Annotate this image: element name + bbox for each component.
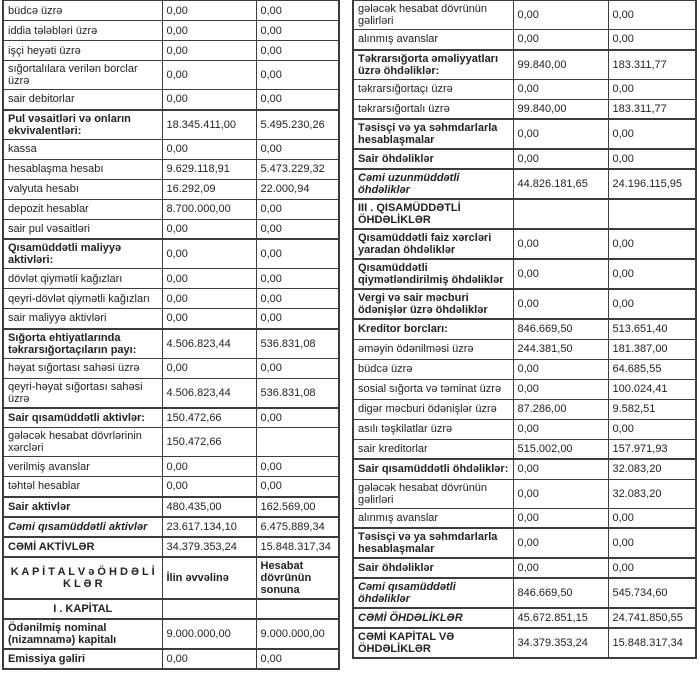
row-value-end: 5.495.230,26 (256, 110, 339, 140)
row-label: CƏMİ KAPİTAL VƏ ÖHDƏLİKLƏR (353, 628, 513, 658)
row-label: gələcək hesabat dövrünün gəlirləri (353, 479, 513, 508)
row-value-start: 0,00 (513, 149, 608, 169)
row-value-end: 0,00 (608, 119, 696, 149)
table-row (3, 309, 339, 329)
row-value-start: 150.472,66 (162, 408, 256, 428)
row-value-start: 44.826.181,65 (513, 169, 608, 199)
table-row (3, 477, 339, 497)
table-row (3, 329, 339, 359)
row-label: təhtəl hesablar (3, 477, 162, 497)
row-value-end: 24.741.850,55 (608, 608, 696, 628)
row-value-start: 0,00 (162, 649, 256, 669)
row-value-start: 0,00 (162, 457, 256, 477)
table-row (353, 169, 696, 199)
row-value-end: 0,00 (608, 1, 696, 30)
row-value-start: 0,00 (162, 219, 256, 239)
row-value-end: 0,00 (256, 457, 339, 477)
row-value-end: 183.311,77 (608, 50, 696, 80)
row-label: büdcə üzrə (353, 359, 513, 379)
row-label: həyat sığortası sahəsi üzrə (3, 358, 162, 378)
row-value-start: 9.629.118,91 (162, 159, 256, 179)
table-row (353, 508, 696, 528)
table-row (353, 399, 696, 419)
table-row (353, 608, 696, 628)
table-row (3, 179, 339, 199)
row-label: CƏMİ ÖHDƏLİKLƏR (353, 608, 513, 628)
row-value-end: 513.651,40 (608, 319, 696, 339)
row-value-start: 244.381,50 (513, 339, 608, 359)
row-value-start: 150.472,66 (162, 428, 256, 457)
row-value-start: 0,00 (513, 379, 608, 399)
row-value-start: 87.286,00 (513, 399, 608, 419)
row-value-end: 32.083,20 (608, 459, 696, 479)
row-value-end: 0,00 (608, 229, 696, 259)
row-value-start: 0,00 (513, 479, 608, 508)
table-row (3, 428, 339, 457)
row-value-end: Hesabat dövrünün sonuna (256, 557, 339, 599)
table-row (353, 30, 696, 50)
row-value-end: 0,00 (256, 139, 339, 159)
row-value-start: 0,00 (513, 1, 608, 30)
row-label: Sair öhdəliklər (353, 558, 513, 578)
row-value-start: 0,00 (162, 289, 256, 309)
liabilities-table (352, 0, 697, 659)
row-label: təkrarsığortaçı üzrə (353, 79, 513, 99)
row-value-end: 100.024,41 (608, 379, 696, 399)
table-row (3, 21, 339, 41)
table-row (353, 259, 696, 289)
row-label: K A P İ T A L V ə Ö H D Ə L İ K L Ə R (3, 557, 162, 599)
row-value-start: 8.700.000,00 (162, 199, 256, 219)
row-value-start: 0,00 (162, 21, 256, 41)
row-value-end: 0,00 (608, 528, 696, 558)
row-label: Emissiya gəliri (3, 649, 162, 669)
row-value-end: 162.569,00 (256, 497, 339, 517)
row-value-start: 4.506.823,44 (162, 378, 256, 408)
row-label: Sair öhdəliklər (353, 149, 513, 169)
row-label: büdcə üzrə (3, 1, 162, 21)
table-row (353, 319, 696, 339)
row-label: sosial sığorta və təminat üzrə (353, 379, 513, 399)
row-value-end: 64.685,55 (608, 359, 696, 379)
table-row (353, 119, 696, 149)
row-value-end: 0,00 (608, 558, 696, 578)
table-row (3, 599, 339, 619)
row-value-start: 18.345.411,00 (162, 110, 256, 140)
table-row (353, 99, 696, 119)
row-value-start: 34.379.353,24 (513, 628, 608, 658)
row-value-start: 99.840,00 (513, 99, 608, 119)
table-row (3, 110, 339, 140)
row-value-end: 0,00 (608, 419, 696, 439)
table-row (3, 90, 339, 110)
row-label: Təsisçi və ya səhmdarlarla hesablaşmalar (353, 119, 513, 149)
table-row (3, 61, 339, 90)
row-value-end: 9.000.000,00 (256, 619, 339, 649)
table-row (3, 41, 339, 61)
row-value-start: 0,00 (162, 139, 256, 159)
row-value-end: 536.831,08 (256, 329, 339, 359)
row-value-start: 45.672.851,15 (513, 608, 608, 628)
row-value-end: 0,00 (256, 21, 339, 41)
row-value-start: 34.379.353,24 (162, 537, 256, 557)
row-value-start: 0,00 (513, 30, 608, 50)
row-label: asılı təşkilatlar üzrə (353, 419, 513, 439)
row-value-end: 181.387,00 (608, 339, 696, 359)
row-value-start: 23.617.134,10 (162, 517, 256, 537)
row-value-end: 15.848.317,34 (608, 628, 696, 658)
table-row (3, 289, 339, 309)
row-value-start: 0,00 (162, 239, 256, 269)
table-row (3, 269, 339, 289)
row-label: valyuta hesabı (3, 179, 162, 199)
row-label: əməyin ödənilməsi üzrə (353, 339, 513, 359)
row-label: alınmış avanslar (353, 508, 513, 528)
row-value-end: 545.734,60 (608, 578, 696, 608)
row-value-start: 0,00 (162, 90, 256, 110)
row-value-end: 0,00 (256, 90, 339, 110)
row-value-end (256, 428, 339, 457)
row-value-end: 0,00 (256, 199, 339, 219)
row-value-end: 0,00 (608, 289, 696, 319)
row-value-end: 0,00 (608, 30, 696, 50)
table-row (353, 419, 696, 439)
row-label: sair kreditorlar (353, 439, 513, 459)
row-value-start: 480.435,00 (162, 497, 256, 517)
table-row (353, 578, 696, 608)
row-label: Sair qısamüddətli öhdəliklər: (353, 459, 513, 479)
row-label: dövlət qiymətli kağızları (3, 269, 162, 289)
row-value-start: İlin əvvəlinə (162, 557, 256, 599)
row-value-start: 0,00 (513, 259, 608, 289)
row-value-end (256, 599, 339, 619)
table-row (353, 289, 696, 319)
row-value-end: 0,00 (256, 41, 339, 61)
row-value-start: 0,00 (162, 309, 256, 329)
row-value-start: 846.669,50 (513, 578, 608, 608)
row-value-end: 24.196.115,95 (608, 169, 696, 199)
row-value-start: 0,00 (513, 508, 608, 528)
row-label: sair pul vəsaitləri (3, 219, 162, 239)
row-value-start: 515.002,00 (513, 439, 608, 459)
row-label: hesablaşma hesabı (3, 159, 162, 179)
row-label: Sair qısamüddətli aktivlər: (3, 408, 162, 428)
row-value-end: 0,00 (256, 408, 339, 428)
table-row (3, 1, 339, 21)
row-value-end: 0,00 (608, 259, 696, 289)
table-row (3, 517, 339, 537)
table-row (353, 229, 696, 259)
table-row (353, 459, 696, 479)
table-row (353, 149, 696, 169)
row-label: Qısamüddətli qiymətləndirilmiş öhdəliklər (353, 259, 513, 289)
row-value-start: 0,00 (513, 229, 608, 259)
row-value-start: 99.840,00 (513, 50, 608, 80)
row-label: sair maliyyə aktivləri (3, 309, 162, 329)
row-label: Sığorta ehtiyatlarında təkrarsığortaçıların payı: (3, 329, 162, 359)
table-row (3, 219, 339, 239)
row-value-start: 0,00 (513, 359, 608, 379)
row-value-start (162, 599, 256, 619)
row-label: sığortalılara verilən borclar üzrə (3, 61, 162, 90)
row-label: sair debitorlar (3, 90, 162, 110)
row-label: gələcək hesabat dövrünün gəlirləri (353, 1, 513, 30)
table-row (3, 239, 339, 269)
table-row (3, 497, 339, 517)
table-row (353, 528, 696, 558)
row-label: işçi heyəti üzrə (3, 41, 162, 61)
row-value-end: 0,00 (608, 149, 696, 169)
row-value-start: 0,00 (513, 419, 608, 439)
row-value-end: 536.831,08 (256, 378, 339, 408)
table-row (3, 408, 339, 428)
row-value-end: 0,00 (608, 508, 696, 528)
row-value-end: 0,00 (256, 219, 339, 239)
table-row (353, 339, 696, 359)
table-row (3, 199, 339, 219)
table-row (3, 378, 339, 408)
row-value-end: 6.475.889,34 (256, 517, 339, 537)
table-row (3, 649, 339, 669)
row-label: depozit hesablar (3, 199, 162, 219)
row-value-start: 0,00 (513, 289, 608, 319)
table-row (3, 557, 339, 599)
table-row (353, 359, 696, 379)
row-label: iddia tələbləri üzrə (3, 21, 162, 41)
row-value-end: 22.000,94 (256, 179, 339, 199)
row-label: Cəmi qısamüddətli aktivlər (3, 517, 162, 537)
row-label: təkrarsığortalı üzrə (353, 99, 513, 119)
row-value-end: 0,00 (256, 61, 339, 90)
row-value-start: 0,00 (162, 477, 256, 497)
table-row (353, 79, 696, 99)
row-value-end: 15.848.317,34 (256, 537, 339, 557)
table-row (3, 537, 339, 557)
table-row (353, 1, 696, 30)
table-row (353, 558, 696, 578)
row-value-start: 0,00 (513, 79, 608, 99)
row-value-start: 0,00 (162, 358, 256, 378)
row-value-end: 0,00 (256, 358, 339, 378)
row-value-end: 0,00 (256, 269, 339, 289)
row-value-start: 0,00 (513, 558, 608, 578)
row-label: kassa (3, 139, 162, 159)
row-value-end: 32.083,20 (608, 479, 696, 508)
row-label: III . QISAMÜDDƏTLİ ÖHDƏLİKLƏR (353, 199, 513, 229)
row-value-start: 0,00 (162, 61, 256, 90)
row-label: CƏMİ AKTİVLƏR (3, 537, 162, 557)
row-label: alınmış avanslar (353, 30, 513, 50)
row-label: Təsisçi və ya səhmdarlarla hesablaşmalar (353, 528, 513, 558)
row-value-end: 0,00 (256, 1, 339, 21)
table-row (353, 628, 696, 658)
row-value-end: 0,00 (256, 477, 339, 497)
row-value-end: 5.473.229,32 (256, 159, 339, 179)
row-label: verilmiş avanslar (3, 457, 162, 477)
row-label: qeyri-həyat sığortası sahəsi üzrə (3, 378, 162, 408)
row-label: Ödənilmiş nominal (nizamnamə) kapitalı (3, 619, 162, 649)
row-value-start: 4.506.823,44 (162, 329, 256, 359)
row-value-start: 16.292,09 (162, 179, 256, 199)
table-row (3, 619, 339, 649)
row-value-end: 0,00 (608, 79, 696, 99)
row-value-start: 0,00 (162, 1, 256, 21)
row-value-end: 183.311,77 (608, 99, 696, 119)
table-row (3, 139, 339, 159)
row-value-end: 0,00 (256, 309, 339, 329)
table-row (353, 199, 696, 229)
row-value-start: 9.000.000,00 (162, 619, 256, 649)
row-value-start: 0,00 (162, 269, 256, 289)
row-label: qeyri-dövlət qiymətli kağızları (3, 289, 162, 309)
assets-table (2, 0, 340, 670)
row-label: gələcək hesabat dövrlərinin xərcləri (3, 428, 162, 457)
row-label: Vergi və sair məcburi ödənişlər üzrə öhdəliklər (353, 289, 513, 319)
table-row (353, 379, 696, 399)
row-value-end: 0,00 (256, 239, 339, 269)
table-row (353, 479, 696, 508)
table-row (353, 50, 696, 80)
row-value-start: 0,00 (162, 41, 256, 61)
row-label: digər məcburi ödənişlər üzrə (353, 399, 513, 419)
row-value-start: 0,00 (513, 459, 608, 479)
row-value-end (608, 199, 696, 229)
row-value-end: 9.582,51 (608, 399, 696, 419)
row-label: Kreditor borcları: (353, 319, 513, 339)
table-row (353, 439, 696, 459)
row-label: Qısamüddətli faiz xərcləri yaradan öhdəliklər (353, 229, 513, 259)
row-label: Cəmi uzunmüddətli öhdəliklər (353, 169, 513, 199)
table-row (3, 358, 339, 378)
row-label: Təkrarsığorta əməliyyatları üzrə öhdəliklər: (353, 50, 513, 80)
row-label: Pul vəsaitləri və onların ekvivalentləri: (3, 110, 162, 140)
row-value-end: 157.971,93 (608, 439, 696, 459)
table-row (3, 457, 339, 477)
row-value-end: 0,00 (256, 289, 339, 309)
row-value-start: 0,00 (513, 528, 608, 558)
row-label: Sair aktivlər (3, 497, 162, 517)
row-value-start: 0,00 (513, 119, 608, 149)
row-label: I . KAPİTAL (3, 599, 162, 619)
row-label: Qısamüddətli maliyyə aktivləri: (3, 239, 162, 269)
row-value-start: 846.669,50 (513, 319, 608, 339)
table-row (3, 159, 339, 179)
row-value-end: 0,00 (256, 649, 339, 669)
row-value-start (513, 199, 608, 229)
row-label: Cəmi qısamüddətli öhdəliklər (353, 578, 513, 608)
